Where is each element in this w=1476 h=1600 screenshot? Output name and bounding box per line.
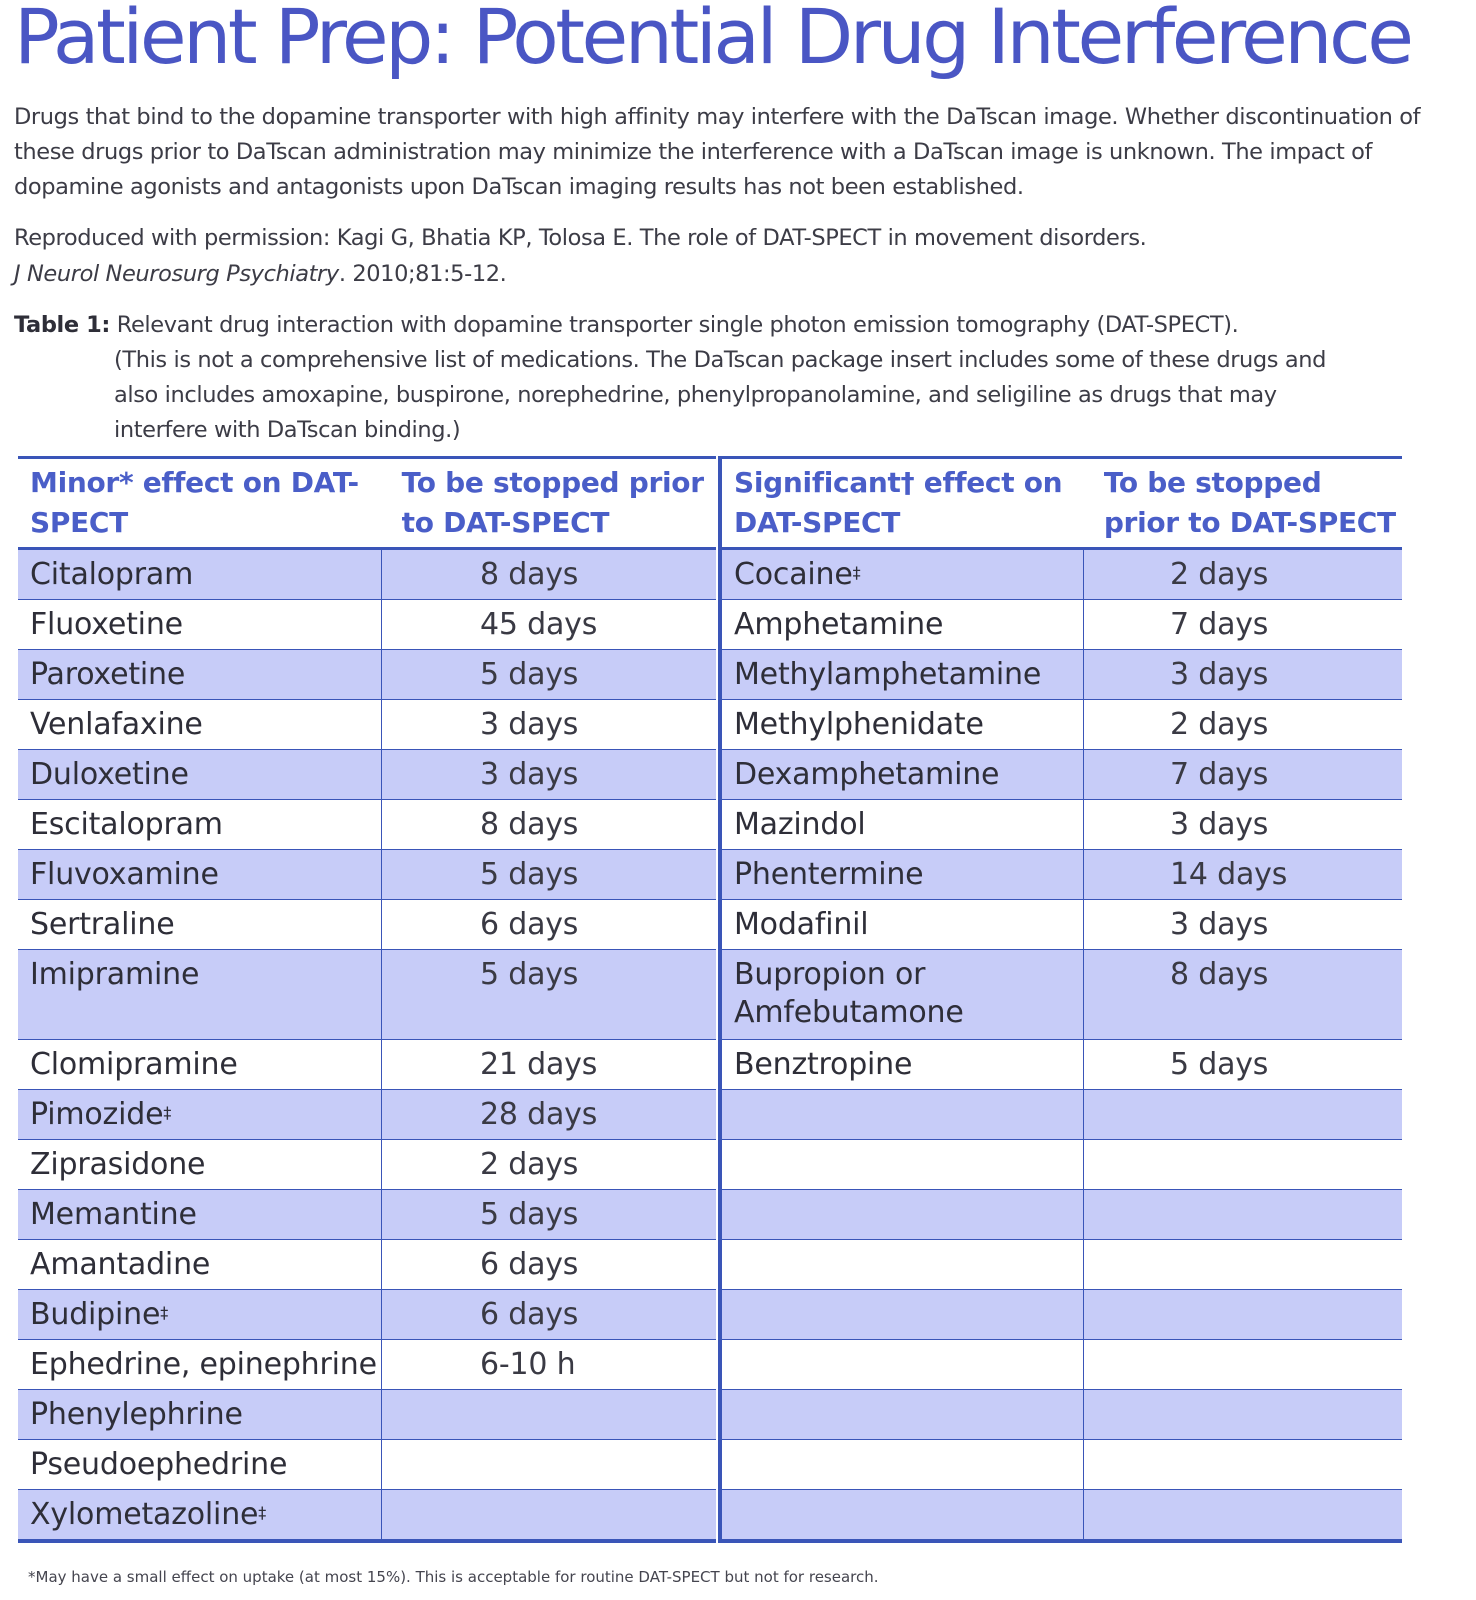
table-row: [18, 1190, 716, 1240]
significant-drug-name: [722, 1240, 1084, 1289]
minor-drug-name: [18, 1290, 382, 1339]
minor-drug-name: [18, 600, 382, 649]
significant-header-value: To be stopped prior to DAT-SPECT: [1103, 466, 1396, 539]
caption-label: Table 1:: [14, 312, 110, 338]
drug-name-text: Amphetamine: [734, 607, 944, 642]
table-row: [722, 1240, 1402, 1290]
drug-name-text: Ziprasidone: [30, 1147, 206, 1182]
minor-drug-name: [18, 1390, 382, 1439]
table-row: [18, 650, 716, 700]
drug-interaction-table: [18, 456, 1398, 1556]
significant-drug-name: [722, 700, 1084, 749]
minor-stop-duration: 8 days: [480, 807, 579, 842]
minor-drug-name: [18, 850, 382, 899]
drug-name-text: Imipramine: [30, 957, 200, 992]
table-row: [722, 1290, 1402, 1340]
table-row: [722, 1090, 1402, 1140]
drug-name-text: Budipine: [30, 1297, 161, 1332]
significant-stop-duration: [1084, 1240, 1402, 1289]
table-row: [18, 1440, 716, 1490]
significant-stop-duration: [1084, 1140, 1402, 1189]
drug-name-text: Cocaine: [734, 557, 853, 592]
table-row: [722, 1440, 1402, 1490]
minor-drug-name: [18, 650, 382, 699]
table-row: [722, 800, 1402, 850]
footnote: *May have a small effect on uptake (at most 15%). This is acceptable for routine DAT-SPECT but not for research.: [28, 1568, 879, 1586]
significant-drug-name: [722, 1440, 1084, 1489]
caption-title: Relevant drug interaction with dopamine transporter single photon emission tomography (DAT-SPECT).: [116, 312, 1239, 338]
significant-stop-duration: [1084, 1190, 1402, 1239]
significant-drug-name: [722, 1390, 1084, 1439]
drug-name-text: Duloxetine: [30, 757, 189, 792]
table-row: [18, 950, 716, 1040]
significant-drug-name: [722, 900, 1084, 949]
minor-drug-name: [18, 1490, 382, 1539]
significant-stop-duration: 7 days: [1170, 757, 1269, 792]
table-row: [722, 1390, 1402, 1440]
significant-drug-name: [722, 1090, 1084, 1139]
drug-name-text: Citalopram: [30, 557, 194, 592]
minor-rows: [18, 550, 716, 1540]
minor-effect-panel: [18, 456, 716, 1543]
significant-drug-name: [722, 1140, 1084, 1189]
minor-drug-name: [18, 950, 382, 1039]
drug-name-text: Xylometazoline: [30, 1497, 259, 1532]
drug-name-text: Mazindol: [734, 807, 866, 842]
significant-header-name: Significant† effect on DAT-SPECT: [734, 466, 1063, 539]
minor-stop-duration: 6 days: [480, 907, 579, 942]
minor-stop-duration: 3 days: [480, 707, 579, 742]
significant-drug-name: [722, 600, 1084, 649]
minor-drug-name: [18, 700, 382, 749]
drug-name-text: Paroxetine: [30, 657, 186, 692]
significant-stop-duration: 3 days: [1170, 907, 1269, 942]
minor-drug-name: [18, 800, 382, 849]
significant-stop-duration: 2 days: [1170, 557, 1269, 592]
drug-name-text: Ephedrine, epinephrine: [30, 1347, 377, 1382]
drug-name-text: Amantadine: [30, 1247, 211, 1282]
significant-stop-duration: [1084, 1490, 1402, 1539]
page-title: Patient Prep: Potential Drug Interference: [14, 0, 1411, 81]
table-row: [18, 1140, 716, 1190]
table-row: [18, 800, 716, 850]
drug-name-text: Clomipramine: [30, 1047, 238, 1082]
drug-name-text: Pseudoephedrine: [30, 1447, 288, 1482]
significant-stop-duration: 7 days: [1170, 607, 1269, 642]
minor-drug-name: [18, 1240, 382, 1289]
footnote-mark: ‡: [163, 1103, 172, 1122]
drug-name-text: Dexamphetamine: [734, 757, 1000, 792]
significant-header-row: [722, 459, 1402, 550]
table-row: [18, 1340, 716, 1390]
minor-stop-duration: 5 days: [480, 1197, 579, 1232]
drug-name-text: Benztropine: [734, 1047, 913, 1082]
table-row: [722, 900, 1402, 950]
table-row: [722, 600, 1402, 650]
table-row: [722, 1140, 1402, 1190]
minor-stop-duration: 28 days: [480, 1097, 598, 1132]
significant-drug-name: [722, 750, 1084, 799]
significant-stop-duration: 14 days: [1170, 857, 1288, 892]
drug-name-text: Escitalopram: [30, 807, 223, 842]
significant-stop-duration: 8 days: [1170, 957, 1269, 992]
significant-stop-duration: [1084, 1340, 1402, 1389]
footnote-mark: ‡: [258, 1503, 267, 1522]
reference: [14, 220, 1454, 292]
table-row: [18, 1040, 716, 1090]
minor-stop-duration: 8 days: [480, 557, 579, 592]
table-row: [722, 550, 1402, 600]
minor-stop-duration: 21 days: [480, 1047, 598, 1082]
minor-stop-duration: [382, 1440, 716, 1489]
table-row: [722, 1490, 1402, 1540]
significant-drug-name: [722, 1290, 1084, 1339]
drug-name-text: Pimozide: [30, 1097, 164, 1132]
minor-stop-duration: 5 days: [480, 857, 579, 892]
intro-paragraph: Drugs that bind to the dopamine transporter with high affinity may interfere with the DaTscan image. Whether discontinuation of these drugs prior to DaTscan administration may minimize the interference with a DaTscan image is unknown. The impact of dopamine agonists and antagonists upon DaTscan imaging results has not been established.: [14, 104, 1421, 200]
significant-stop-duration: [1084, 1090, 1402, 1139]
significant-drug-name: [722, 1340, 1084, 1389]
minor-drug-name: [18, 1140, 382, 1189]
table-row: [722, 700, 1402, 750]
minor-stop-duration: 6 days: [480, 1247, 579, 1282]
minor-header-value: To be stopped prior to DAT-SPECT: [401, 466, 704, 539]
significant-drug-name: [722, 950, 1084, 1039]
significant-drug-name: [722, 1490, 1084, 1539]
significant-stop-duration: 2 days: [1170, 707, 1269, 742]
table-row: [722, 1340, 1402, 1390]
significant-stop-duration: 3 days: [1170, 807, 1269, 842]
table-row: [18, 700, 716, 750]
minor-stop-duration: 5 days: [480, 957, 579, 992]
table-row: [18, 1090, 716, 1140]
minor-header-row: [18, 459, 716, 550]
minor-drug-name: [18, 750, 382, 799]
table-caption: [14, 308, 1344, 448]
significant-effect-panel: [718, 456, 1402, 1543]
drug-name-text: Memantine: [30, 1197, 197, 1232]
table-row: [722, 650, 1402, 700]
table-row: [18, 550, 716, 600]
table-row: [722, 750, 1402, 800]
table-row: [18, 750, 716, 800]
drug-name-text: Bupropion or Amfebutamone: [734, 957, 964, 1030]
minor-drug-name: [18, 1040, 382, 1089]
significant-rows: [722, 550, 1402, 1540]
significant-stop-duration: [1084, 1290, 1402, 1339]
significant-stop-duration: [1084, 1440, 1402, 1489]
significant-drug-name: [722, 1190, 1084, 1239]
significant-stop-duration: [1084, 1390, 1402, 1439]
drug-name-text: Modafinil: [734, 907, 869, 942]
table-row: [722, 950, 1402, 1040]
table-row: [18, 1390, 716, 1440]
drug-name-text: Methylamphetamine: [734, 657, 1042, 692]
table-row: [18, 1290, 716, 1340]
minor-drug-name: [18, 900, 382, 949]
minor-drug-name: [18, 1090, 382, 1139]
footnote-mark: ‡: [852, 563, 861, 582]
drug-name-text: Phentermine: [734, 857, 924, 892]
table-row: [18, 900, 716, 950]
drug-name-text: Fluvoxamine: [30, 857, 219, 892]
caption-note: (This is not a comprehensive list of medications. The DaTscan package insert includes some of these drugs and also includes amoxapine, buspirone, norephedrine, phenylpropanolamine, and seligiline as drugs that may interfere with DaTscan binding.): [114, 347, 1326, 443]
minor-stop-duration: 3 days: [480, 757, 579, 792]
footnote-mark: ‡: [160, 1303, 169, 1322]
drug-name-text: Methylphenidate: [734, 707, 984, 742]
significant-drug-name: [722, 650, 1084, 699]
table-row: [722, 1190, 1402, 1240]
significant-stop-duration: 5 days: [1170, 1047, 1269, 1082]
significant-drug-name: [722, 850, 1084, 899]
minor-stop-duration: 2 days: [480, 1147, 579, 1182]
minor-stop-duration: 6 days: [480, 1297, 579, 1332]
reference-journal: J Neurol Neurosurg Psychiatry: [14, 261, 339, 287]
significant-drug-name: [722, 1040, 1084, 1089]
minor-stop-duration: [382, 1490, 716, 1539]
minor-drug-name: [18, 1340, 382, 1389]
significant-stop-duration: 3 days: [1170, 657, 1269, 692]
table-row: [722, 1040, 1402, 1090]
drug-name-text: Fluoxetine: [30, 607, 183, 642]
minor-drug-name: [18, 1440, 382, 1489]
minor-stop-duration: [382, 1390, 716, 1439]
minor-drug-name: [18, 550, 382, 599]
minor-header-name: Minor* effect on DAT-SPECT: [30, 466, 359, 539]
drug-name-text: Venlafaxine: [30, 707, 203, 742]
table-row: [18, 850, 716, 900]
significant-drug-name: [722, 550, 1084, 599]
minor-drug-name: [18, 1190, 382, 1239]
reference-citation: . 2010;81:5-12.: [338, 261, 507, 287]
minor-stop-duration: 45 days: [480, 607, 598, 642]
table-row: [18, 600, 716, 650]
drug-name-text: Phenylephrine: [30, 1397, 243, 1432]
drug-name-text: Sertraline: [30, 907, 175, 942]
minor-stop-duration: 5 days: [480, 657, 579, 692]
table-row: [722, 850, 1402, 900]
table-row: [18, 1490, 716, 1540]
table-row: [18, 1240, 716, 1290]
significant-drug-name: [722, 800, 1084, 849]
reference-text: Reproduced with permission: Kagi G, Bhatia KP, Tolosa E. The role of DAT-SPECT in movement disorders.: [14, 225, 1147, 251]
minor-stop-duration: 6-10 h: [480, 1347, 576, 1382]
